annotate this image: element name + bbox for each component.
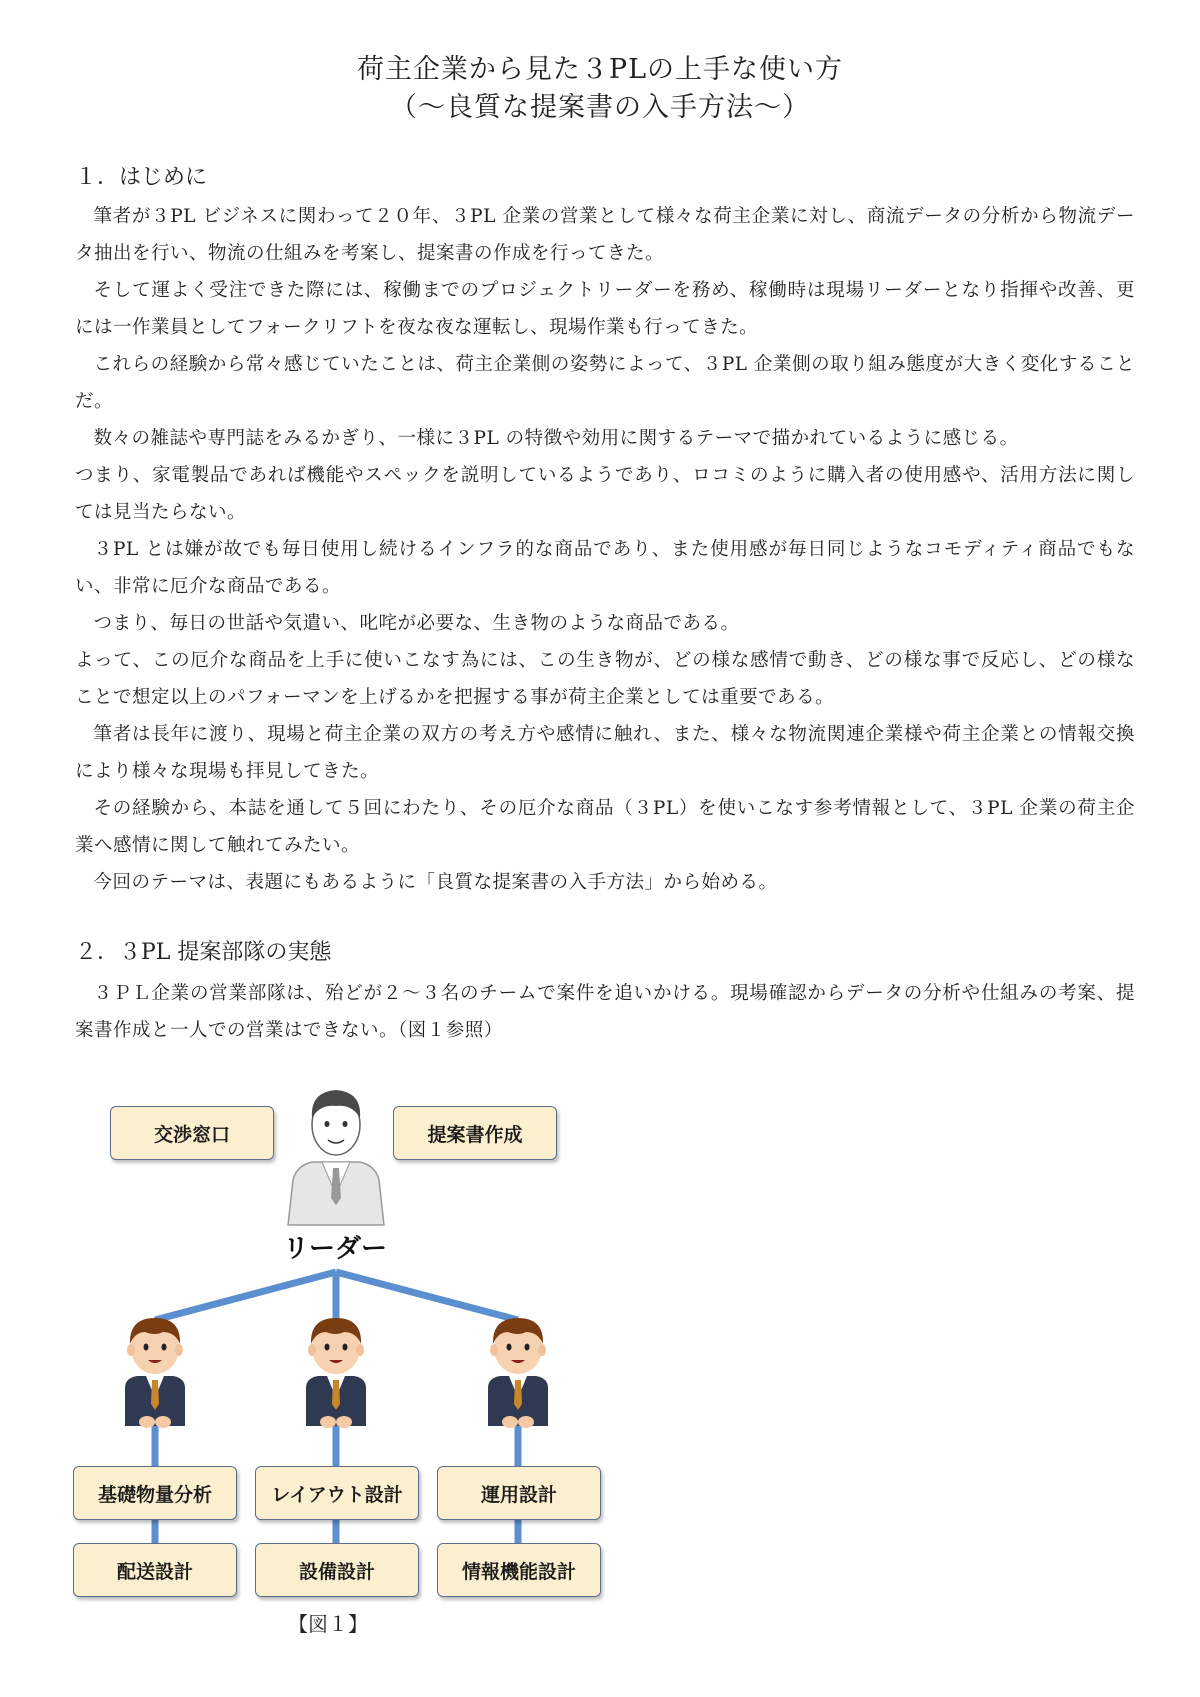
box-proposal-creation: 提案書作成 — [393, 1106, 557, 1160]
box-operation-design: 運用設計 — [437, 1466, 601, 1520]
box-layout-design: レイアウト設計 — [255, 1466, 419, 1520]
section2-heading: ２．３PL 提案部隊の実態 — [75, 940, 332, 965]
paragraph: ３ＰＬ企業の営業部隊は、殆どが２～３名のチームで案件を追いかける。現場確認からデータの分析や仕組みの考案、提案書作成と一人での営業はできない。（図１参照） — [75, 983, 1135, 1041]
staff-person-icon — [125, 1318, 185, 1428]
paragraph: よって、この厄介な商品を上手に使いこなす為には、この生き物が、どの様な感情で動き、どの様な事で反応し、どの様なことで想定以上のパフォーマンを上げるかを把握する事が荷主企業としては重要である。 — [75, 650, 1135, 708]
section1-heading: １．はじめに — [75, 165, 208, 190]
paragraph: その経験から、本誌を通して５回にわたり、その厄介な商品（３PL）を使いこなす参考情報として、３PL 企業の荷主企業へ感情に関して触れてみたい。 — [75, 798, 1135, 856]
paragraph: 筆者は長年に渡り、現場と荷主企業の双方の考え方や感情に触れ、また、様々な物流関連企業様や荷主企業との情報交換により様々な現場も拝見してきた。 — [75, 724, 1135, 782]
box-information-function-design: 情報機能設計 — [437, 1543, 601, 1597]
paragraph: つまり、毎日の世話や気遣い、叱咤が必要な、生き物のような商品である。 — [93, 613, 740, 634]
paragraph: つまり、家電製品であれば機能やスペックを説明しているようであり、ロコミのように購入者の使用感や、活用方法に関しては見当たらない。 — [75, 465, 1135, 523]
staff-person-icon — [306, 1318, 366, 1428]
paragraph: これらの経験から常々感じていたことは、荷主企業側の姿勢によって、３PL 企業側の取り組み態度が大きく変化することだ。 — [75, 354, 1135, 412]
leader-person-icon — [288, 1090, 384, 1225]
leader-label: リーダー — [282, 1234, 387, 1264]
paragraph: そして運よく受注できた際には、稼働までのプロジェクトリーダーを務め、稼働時は現場リーダーとなり指揮や改善、更には一作業員としてフォークリフトを夜な夜な運転し、現場作業も行ってきた。 — [75, 280, 1135, 338]
paragraph: 今回のテーマは、表題にもあるように「良質な提案書の入手方法」から始める。 — [93, 872, 778, 893]
box-delivery-design: 配送設計 — [73, 1543, 237, 1597]
figure-caption: 【図１】 — [288, 1612, 368, 1636]
paragraph: 数々の雑誌や専門誌をみるかぎり、一様に３PL の特徴や効用に関するテーマで描かれているように感じる。 — [93, 428, 1019, 449]
box-negotiation-window: 交渉窓口 — [110, 1106, 274, 1160]
document-subtitle: （～良質な提案書の入手方法～） — [390, 92, 810, 123]
box-basic-volume-analysis: 基礎物量分析 — [73, 1466, 237, 1520]
staff-person-icon — [488, 1318, 548, 1428]
paragraph: ３PL とは嫌が故でも毎日使用し続けるインフラ的な商品であり、また使用感が毎日同じようなコモディティ商品でもない、非常に厄介な商品である。 — [75, 539, 1135, 597]
box-equipment-design: 設備設計 — [255, 1543, 419, 1597]
document-title: 荷主企業から見た３PLの上手な使い方 — [356, 54, 844, 85]
paragraph: 筆者が３PL ビジネスに関わって２０年、３PL 企業の営業として様々な荷主企業に対し、商流データの分析から物流データ抽出を行い、物流の仕組みを考案し、提案書の作成を行ってきた。 — [75, 206, 1135, 264]
